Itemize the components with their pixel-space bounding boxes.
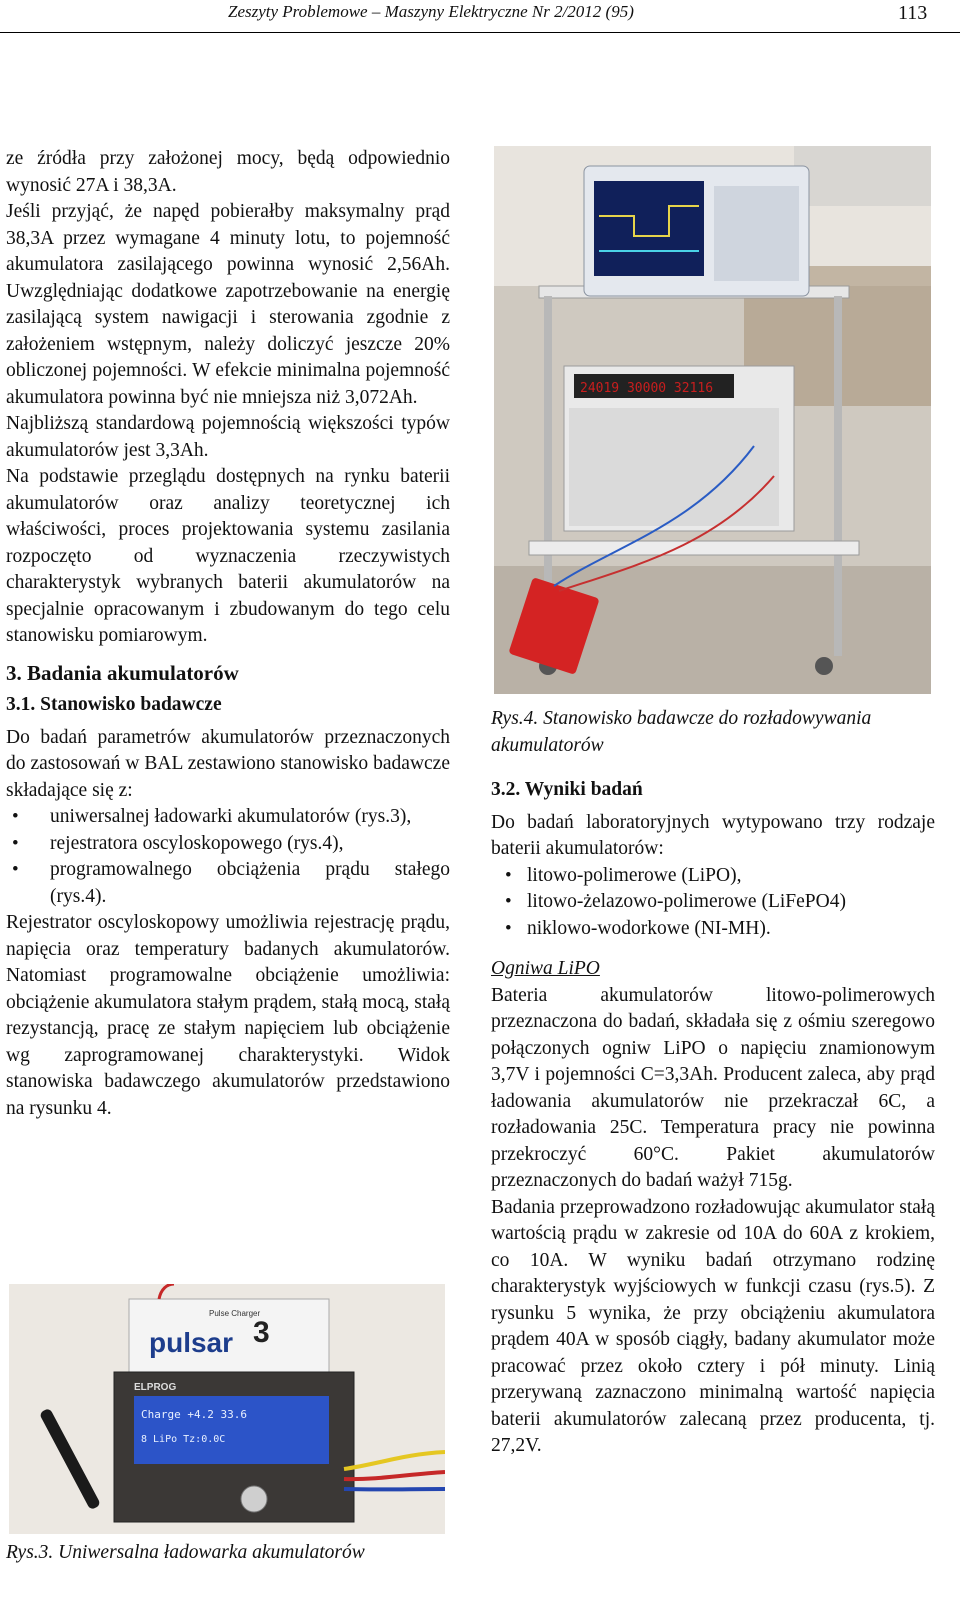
figure-3-photo xyxy=(9,1284,445,1534)
paragraph: Badania przeprowadzono rozładowując akumulator stałą wartością prądu w zakresie od 10A do 60A z krokiem, co 10A. W wyniku badań otrzymano rodzinę charakterystyk wyjściowych w funkcji czasu (rys.5). Z rysunku 5 wynika, że przy obciążeniu akumulatora prądem 40A w sposób ciągły, badany akumulator może pracować przez około cztery i pół minuty. Linią przerywaną zaznaczono minimalną wartość napięcia baterii akumulatorów zalecaną przez producenta, tj. 27,2V. xyxy=(491,1196,935,1456)
charger-logo: pulsar xyxy=(149,1327,234,1358)
charger-illustration xyxy=(9,1284,445,1534)
list-item: • niklowo-wodorkowe (NI-MH). xyxy=(491,916,935,943)
list-item: • uniwersalnej ładowarki akumulatorów (rys.3), xyxy=(6,804,450,831)
load-display-text: 24019 30000 32116 xyxy=(580,381,714,396)
test-stand-illustration xyxy=(494,146,931,694)
list-item: • litowo-żelazowo-polimerowe (LiFePO4) xyxy=(491,889,935,916)
paragraph: Rejestrator oscyloskopowy umożliwia rejestrację prądu, napięcia oraz temperatury badanych akumulatorów. Natomiast programowalne obciążenie umożliwia: obciążenie akumulatora stałym prądem, stałą mocą, stałą rezystancją, pracę ze stałym napięciem lub obciążenie wg zaprogramowanej charakterystyki. Widok stanowiska badawczego akumulatorów przedstawiono na rysunku 4. xyxy=(6,912,450,1119)
charger-model-digit: 3 xyxy=(253,1316,270,1349)
charger-screen-line2: 8 LiPo Tz:0.0C xyxy=(141,1434,226,1445)
list-item: • rejestratora oscyloskopowego (rys.4), xyxy=(6,831,450,858)
paragraph: ze źródła przy założonej mocy, będą odpowiednio wynosić 27A i 38,3A. xyxy=(6,148,450,196)
charger-brand: ELPROG xyxy=(134,1382,177,1393)
figure-3-caption: Rys.3. Uniwersalna ładowarka akumulatorów xyxy=(6,1542,365,1563)
subsection-heading: 3.1. Stanowisko badawcze xyxy=(6,694,222,715)
paragraph: Najbliższą standardową pojemnością większości typów akumulatorów jest 3,3Ah. xyxy=(6,413,450,461)
figure-4-photo xyxy=(494,146,931,694)
paragraph: Jeśli przyjąć, że napęd pobierałby maksymalny prąd 38,3A przez wymagane 4 minuty lotu, to pojemność akumulatora zasilającego powinna wynosić 2,56Ah. Uwzględniając dodatkowe zapotrzebowanie na energię zasilającą system nawigacji i sterowania zgodnie z założeniem wstępnym, należy doliczyć jeszcze 20% obliczonej pojemności. W efekcie minimalna pojemność akumulatora powinna być nie mniejsza niż 3,072Ah. xyxy=(6,201,450,408)
battery-types-list xyxy=(491,863,935,943)
charger-label: Pulse Charger xyxy=(209,1309,261,1318)
paragraph: Bateria akumulatorów litowo-polimerowych przeznaczona do badań, składała się z ośmiu szeregowo połączonych ogniw LiPO o napięciu znamionowym 3,7V i pojemności C=3,3Ah. Producent zaleca, aby prąd ładowania akumulatorów nie przekraczał 6C, a rozładowania 25C. Temperatura pracy nie powinna przekroczyć 60°C. Pakiet akumulatorów przeznaczonych do badań ważył 715g. xyxy=(491,984,935,1191)
journal-title: Zeszyty Problemowe – Maszyny Elektryczne Nr 2/2012 (95) xyxy=(228,2,634,21)
charger-screen-line1: Charge +4.2 33.6 xyxy=(141,1408,247,1421)
figure-4-caption: Rys.4. Stanowisko badawcze do rozładowywania akumulatorów xyxy=(491,708,872,756)
subsection-heading: 3.2. Wyniki badań xyxy=(491,779,643,800)
subsection-title-lipo: Ogniwa LiPO xyxy=(491,958,600,979)
section-heading: 3. Badania akumulatorów xyxy=(6,660,239,685)
page-number: 113 xyxy=(898,2,928,24)
equipment-list xyxy=(6,804,450,910)
paragraph: Do badań laboratoryjnych wytypowano trzy rodzaje baterii akumulatorów: xyxy=(491,811,935,859)
header-rule xyxy=(0,32,960,33)
list-item: • programowalnego obciążenia prądu stałego (rys.4). xyxy=(6,857,450,910)
list-item: • litowo-polimerowe (LiPO), xyxy=(491,863,935,890)
right-column xyxy=(491,773,935,1460)
paragraph: Na podstawie przeglądu dostępnych na rynku baterii akumulatorów oraz analizy teoretycznej ich właściwości, proces projektowania systemu zasilania rozpoczęto od wyznaczenia rzeczywistych charakterystyk wybranych baterii akumulatorów na specjalnie opracowanym i zbudowanym do tego celu stanowisku pomiarowym. xyxy=(6,466,450,646)
left-column xyxy=(6,146,450,1122)
paragraph: Do badań parametrów akumulatorów przeznaczonych do zastosowań w BAL zestawiono stanowisko badawcze składające się z: xyxy=(6,726,450,801)
